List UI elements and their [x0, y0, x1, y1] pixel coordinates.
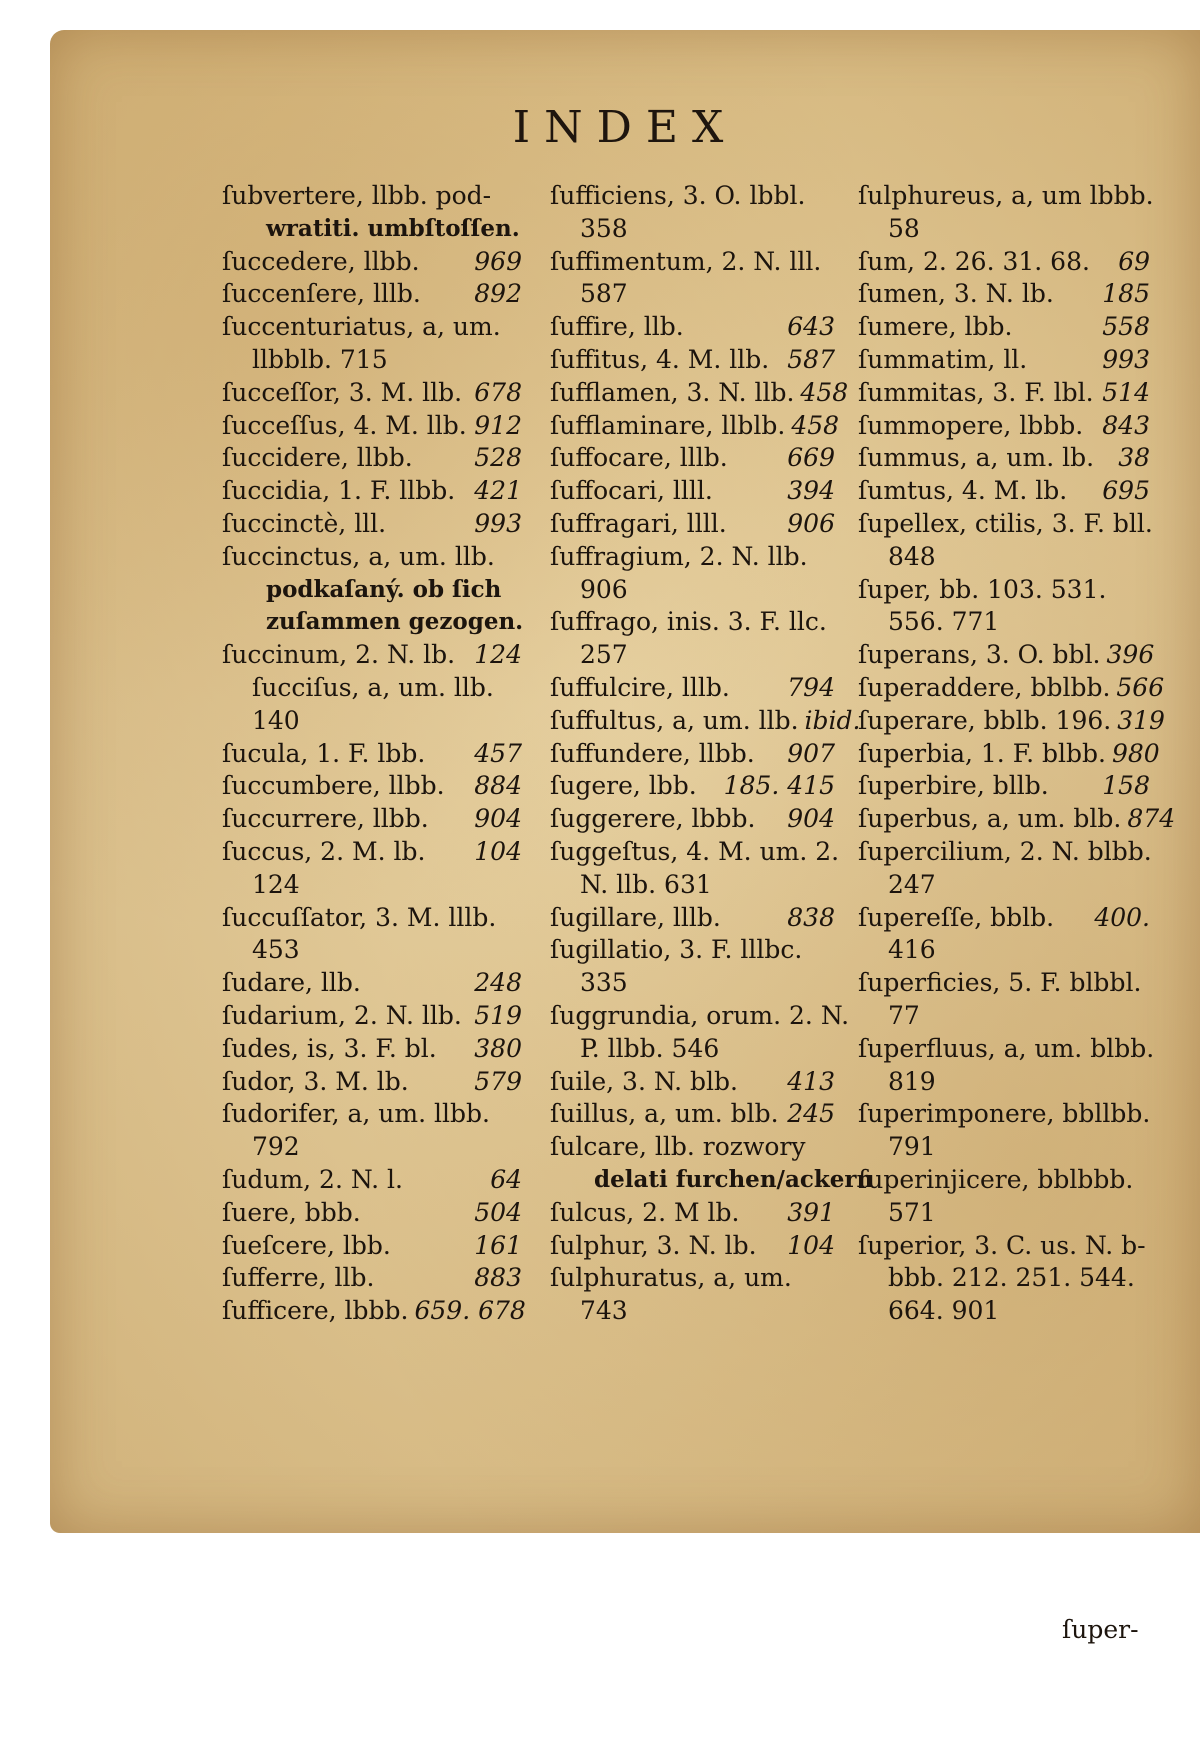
entry-term: ſubvertere, llbb. pod- — [222, 181, 492, 210]
index-entry — [858, 410, 1150, 443]
index-entry — [858, 803, 1176, 836]
index-entry — [222, 377, 522, 410]
entry-term: ſuggeſtus, 4. M. um. 2. — [550, 836, 840, 866]
index-entry — [550, 475, 835, 508]
entry-page-ref: 421 — [474, 476, 522, 506]
index-entry — [858, 770, 1150, 803]
entry-term: ſuper, bb. 103. 531. — [858, 574, 1107, 604]
index-entry — [858, 475, 1150, 508]
entry-term: ſuile, 3. N. blb. — [550, 1066, 738, 1096]
index-entry — [550, 1230, 835, 1263]
entry-page-ref: 884 — [474, 771, 522, 801]
entry-term: ſulcus, 2. M lb. — [550, 1197, 740, 1227]
entry-term: ſuffundere, llbb. — [550, 738, 755, 768]
entry-term: ſudorifer, a, um. llbb. — [222, 1099, 490, 1129]
entry-term: ſuffragari, llll. — [550, 508, 727, 538]
entry-page-ref: 396 — [1106, 640, 1155, 670]
entry-term: ſuffocari, llll. — [550, 476, 713, 506]
entry-page-ref: 993 — [474, 508, 522, 538]
entry-page-ref: 248 — [474, 968, 522, 998]
entry-term: ſuffimentum, 2. N. lll. — [550, 246, 822, 276]
index-entry — [550, 1131, 835, 1164]
index-entry — [222, 639, 522, 672]
entry-continuation: 743 — [580, 1296, 628, 1326]
entry-page-ref: 457 — [474, 738, 522, 768]
entry-term: ſufflaminare, llblb. — [550, 410, 786, 440]
entry-term: ſuperare, bblb. 196. — [858, 705, 1112, 735]
index-entry — [222, 475, 522, 508]
entry-page-ref: 519 — [474, 1000, 522, 1030]
entry-continuation: 247 — [888, 869, 936, 899]
index-entry — [550, 377, 849, 410]
entry-term: ſuccumbere, llbb. — [222, 771, 445, 801]
entry-gloss: delati furchen/ackern — [594, 1165, 874, 1193]
index-entry — [222, 902, 522, 935]
entry-term: ſudes, is, 3. F. bl. — [222, 1033, 437, 1063]
entry-term: ſuccenturiatus, a, um. — [222, 312, 501, 342]
index-entry — [550, 902, 835, 935]
entry-term: ſumtus, 4. M. lb. — [858, 476, 1068, 506]
entry-continuation: bbb. 212. 251. 544. — [888, 1263, 1135, 1293]
index-entry — [858, 180, 1154, 213]
index-entry — [550, 246, 835, 279]
entry-continuation: 416 — [888, 935, 936, 965]
entry-term: ſugillatio, 3. F. lllbc. — [550, 935, 803, 965]
entry-page-ref: 458 — [800, 377, 849, 407]
index-entry — [550, 410, 840, 443]
entry-term: ſufficiens, 3. O. lbbl. — [550, 181, 806, 210]
entry-gloss: zuſammen gezogen. — [266, 608, 524, 636]
entry-term: ſulphuratus, a, um. — [550, 1263, 792, 1293]
index-entry — [222, 508, 522, 541]
index-entry — [550, 541, 835, 574]
entry-term: ſuffocare, lllb. — [550, 443, 728, 473]
entry-continuation: 124 — [252, 869, 300, 899]
page-title: INDEX — [512, 102, 738, 153]
index-entry — [222, 1000, 522, 1033]
entry-term: ſuperbire, bllb. — [858, 771, 1049, 801]
index-column-3 — [858, 180, 1176, 1328]
entry-continuation: ſucciſus, a, um. llb. — [252, 672, 494, 702]
entry-term: ſuffrago, inis. 3. F. llc. — [550, 607, 827, 637]
entry-page-ref: 907 — [787, 738, 835, 768]
entry-page-ref: 874 — [1127, 804, 1176, 834]
entry-page-ref: 104 — [474, 836, 522, 866]
entry-term: ſupereſſe, bblb. — [858, 902, 1055, 932]
index-entry — [222, 1295, 526, 1328]
entry-page-ref: 904 — [787, 804, 835, 834]
entry-continuation: 571 — [888, 1197, 936, 1227]
entry-term: ſuperbus, a, um. blb. — [858, 804, 1122, 834]
entry-page-ref: 643 — [787, 312, 835, 342]
entry-term: ſuccinum, 2. N. lb. — [222, 640, 456, 670]
entry-page-ref: 587 — [787, 344, 835, 374]
catchword: ſuper- — [1062, 1615, 1139, 1644]
entry-term: ſuccus, 2. M. lb. — [222, 836, 426, 866]
entry-page-ref: 504 — [474, 1197, 522, 1227]
entry-term: ſudare, llb. — [222, 968, 361, 998]
index-entry — [550, 672, 835, 705]
entry-page-ref: 579 — [474, 1066, 522, 1096]
entry-continuation: 140 — [252, 705, 300, 735]
index-entry — [550, 344, 835, 377]
entry-page-ref: 69 — [1118, 246, 1150, 276]
entry-term: ſufficere, lbbb. — [222, 1296, 409, 1326]
entry-term: ſupellex, ctilis, 3. F. bll. — [858, 508, 1153, 538]
entry-gloss: wratiti. umbſtoſſen. — [266, 214, 520, 242]
index-entry — [550, 836, 840, 869]
entry-term: ſuillus, a, um. blb. — [550, 1099, 779, 1129]
entry-page-ref: 245 — [787, 1099, 835, 1129]
entry-term: ſuccinctè, lll. — [222, 508, 387, 538]
entry-term: ſumen, 3. N. lb. — [858, 279, 1054, 309]
entry-page-ref: 380 — [474, 1033, 522, 1063]
index-entry — [550, 442, 835, 475]
entry-page-ref: 695 — [1102, 476, 1150, 506]
entry-page-ref: 394 — [787, 476, 835, 506]
entry-term: ſuperfluus, a, um. blbb. — [858, 1033, 1155, 1063]
entry-term: ſuffire, llb. — [550, 312, 684, 342]
entry-term: ſuperimponere, bbllbb. — [858, 1099, 1151, 1129]
entry-page-ref: 413 — [787, 1066, 835, 1096]
index-entry — [222, 311, 522, 344]
entry-term: ſucula, 1. F. lbb. — [222, 738, 426, 768]
entry-page-ref: 185. 415 — [723, 771, 835, 801]
entry-term: ſuccidere, llbb. — [222, 443, 413, 473]
entry-page-ref: 38 — [1118, 443, 1150, 473]
index-entry — [550, 803, 835, 836]
entry-page-ref: 161 — [474, 1230, 522, 1260]
entry-page-ref: 566 — [1116, 672, 1165, 702]
entry-term: ſueſcere, lbb. — [222, 1230, 391, 1260]
entry-term: ſummitas, 3. F. lbl. — [858, 377, 1094, 407]
entry-page-ref: 400. — [1094, 902, 1150, 932]
entry-term: ſuccinctus, a, um. llb. — [222, 541, 495, 571]
index-entry — [550, 606, 835, 639]
index-entry — [858, 442, 1150, 475]
entry-term: ſuccedere, llbb. — [222, 246, 420, 276]
entry-page-ref: 158 — [1102, 771, 1150, 801]
index-entry — [550, 1066, 835, 1099]
index-entry — [858, 1098, 1150, 1131]
entry-page-ref: 883 — [474, 1263, 522, 1293]
entry-page-ref: 558 — [1102, 312, 1150, 342]
index-entry — [222, 770, 522, 803]
entry-term: ſuccuſſator, 3. M. lllb. — [222, 902, 497, 932]
index-entry — [222, 541, 522, 574]
index-entry — [550, 738, 835, 771]
entry-continuation: 453 — [252, 935, 300, 965]
entry-page-ref: ibid. — [804, 705, 861, 735]
entry-page-ref: 64 — [490, 1164, 522, 1194]
entry-continuation: 257 — [580, 640, 628, 670]
index-entry — [858, 278, 1150, 311]
entry-term: ſudarium, 2. N. llb. — [222, 1000, 462, 1030]
entry-term: ſuffragium, 2. N. llb. — [550, 541, 808, 571]
entry-term: ſuffitus, 4. M. llb. — [550, 344, 770, 374]
entry-continuation: 556. 771 — [888, 607, 1000, 637]
entry-page-ref: 514 — [1102, 377, 1150, 407]
index-entry — [222, 836, 522, 869]
entry-term: ſulphureus, a, um lbbb. — [858, 181, 1154, 210]
entry-gloss: podkaſaný. ob ſich — [266, 575, 502, 603]
entry-term: ſuperaddere, bblbb. — [858, 672, 1111, 702]
entry-term: ſuperbia, 1. F. blbb. — [858, 738, 1106, 768]
entry-page-ref: 843 — [1102, 410, 1150, 440]
index-column-1 — [222, 180, 526, 1328]
entry-term: ſuperinjicere, bblbbb. — [858, 1164, 1134, 1194]
index-entry — [550, 508, 835, 541]
entry-continuation: 792 — [252, 1132, 300, 1162]
index-entry — [222, 1033, 522, 1066]
entry-term: ſugillare, lllb. — [550, 902, 721, 932]
index-entry — [222, 410, 522, 443]
entry-continuation: 587 — [580, 279, 628, 309]
entry-page-ref: 678 — [474, 377, 522, 407]
entry-term: ſumere, lbb. — [858, 312, 1013, 342]
index-entry — [858, 508, 1153, 541]
entry-page-ref: 892 — [474, 279, 522, 309]
index-entry — [222, 246, 522, 279]
entry-continuation: 906 — [580, 574, 628, 604]
index-entry — [222, 1230, 522, 1263]
library-stamp: STRAHOV — [860, 1700, 1128, 1749]
library-stamp: STRAHOV — [202, 1700, 470, 1749]
entry-term: ſuffultus, a, um. llb. — [550, 705, 799, 735]
index-entry — [858, 311, 1150, 344]
entry-page-ref: 391 — [787, 1197, 835, 1227]
entry-term: ſufferre, llb. — [222, 1263, 375, 1293]
index-entry — [222, 442, 522, 475]
entry-continuation: llbblb. 715 — [252, 344, 388, 374]
entry-term: ſupercilium, 2. N. blbb. — [858, 836, 1152, 866]
entry-page-ref: 528 — [474, 443, 522, 473]
entry-page-ref: 104 — [787, 1230, 835, 1260]
entry-term: ſuffulcire, lllb. — [550, 672, 730, 702]
entry-continuation: 77 — [888, 1000, 920, 1030]
page-sheet — [50, 30, 1200, 1749]
entry-term: ſuere, bbb. — [222, 1197, 361, 1227]
index-entry — [222, 1164, 522, 1197]
index-entry — [858, 377, 1150, 410]
entry-continuation: 358 — [580, 213, 628, 243]
index-entry — [222, 1197, 522, 1230]
entry-term: ſudum, 2. N. l. — [222, 1164, 403, 1194]
entry-page-ref: 904 — [474, 804, 522, 834]
entry-term: ſulphur, 3. N. lb. — [550, 1230, 757, 1260]
entry-page-ref: 669 — [787, 443, 835, 473]
entry-page-ref: 993 — [1102, 344, 1150, 374]
entry-term: ſuperans, 3. O. bbl. — [858, 640, 1101, 670]
entry-term: ſucceſſor, 3. M. llb. — [222, 377, 463, 407]
index-entry — [222, 180, 522, 213]
index-entry — [858, 672, 1165, 705]
index-entry — [222, 1262, 522, 1295]
entry-continuation: 819 — [888, 1066, 936, 1096]
index-entry — [222, 803, 522, 836]
index-entry — [858, 705, 1165, 738]
index-entry — [858, 246, 1150, 279]
index-entry — [222, 967, 522, 1000]
entry-page-ref: 319 — [1117, 705, 1165, 735]
entry-continuation: 335 — [580, 968, 628, 998]
index-column-2 — [550, 180, 874, 1328]
index-entry — [858, 967, 1150, 1000]
entry-term: ſulcare, llb. rozwory — [550, 1132, 806, 1162]
entry-page-ref: 906 — [787, 508, 835, 538]
index-entry — [858, 1033, 1155, 1066]
entry-term: ſum, 2. 26. 31. 68. — [858, 246, 1090, 276]
entry-page-ref: 124 — [474, 640, 522, 670]
index-entry — [222, 738, 522, 771]
entry-page-ref: 838 — [787, 902, 835, 932]
entry-term: ſuperficies, 5. F. blbbl. — [858, 968, 1142, 998]
index-entry — [550, 934, 835, 967]
index-entry — [858, 836, 1150, 869]
index-entry — [550, 1000, 850, 1033]
entry-page-ref: 969 — [474, 246, 522, 276]
entry-term: ſuggrundia, orum. 2. N. — [550, 1000, 850, 1030]
index-entry — [550, 311, 835, 344]
entry-continuation: 58 — [888, 213, 920, 243]
entry-continuation: N. llb. 631 — [580, 869, 712, 899]
entry-term: ſugere, lbb. — [550, 771, 697, 801]
entry-continuation: 664. 901 — [888, 1296, 1000, 1326]
entry-continuation: P. llbb. 546 — [580, 1033, 720, 1063]
index-entry — [550, 180, 835, 213]
entry-page-ref: 659. 678 — [414, 1296, 526, 1326]
index-entry — [858, 738, 1160, 771]
entry-term: ſucceſſus, 4. M. llb. — [222, 410, 467, 440]
index-entry — [550, 1197, 835, 1230]
index-entry — [858, 574, 1150, 607]
index-entry — [858, 639, 1155, 672]
index-entry — [858, 902, 1150, 935]
index-entry — [550, 1262, 835, 1295]
index-entry — [550, 1098, 835, 1131]
entry-term: ſummatim, ll. — [858, 344, 1028, 374]
entry-term: ſudor, 3. M. lb. — [222, 1066, 409, 1096]
entry-term: ſuccurrere, llbb. — [222, 804, 429, 834]
entry-term: ſufflamen, 3. N. llb. — [550, 377, 795, 407]
entry-page-ref: 794 — [787, 672, 835, 702]
entry-term: ſuccenſere, lllb. — [222, 279, 421, 309]
entry-term: ſummopere, lbbb. — [858, 410, 1084, 440]
entry-page-ref: 185 — [1102, 279, 1150, 309]
entry-page-ref: 458 — [791, 410, 840, 440]
index-entry — [858, 344, 1150, 377]
index-entry — [550, 770, 835, 803]
index-entry — [858, 1230, 1150, 1263]
entry-page-ref: 980 — [1112, 738, 1160, 768]
index-entry — [858, 1164, 1150, 1197]
entry-term: ſuccidia, 1. F. llbb. — [222, 476, 456, 506]
index-entry — [222, 278, 522, 311]
entry-term: ſuperior, 3. C. us. N. b- — [858, 1230, 1146, 1260]
index-entry — [222, 1066, 522, 1099]
entry-term: ſummus, a, um. lb. — [858, 443, 1095, 473]
entry-continuation: 848 — [888, 541, 936, 571]
entry-page-ref: 912 — [474, 410, 522, 440]
index-entry — [222, 1098, 522, 1131]
entry-term: ſuggerere, lbbb. — [550, 804, 756, 834]
entry-continuation: 791 — [888, 1132, 936, 1162]
index-entry — [550, 705, 861, 738]
